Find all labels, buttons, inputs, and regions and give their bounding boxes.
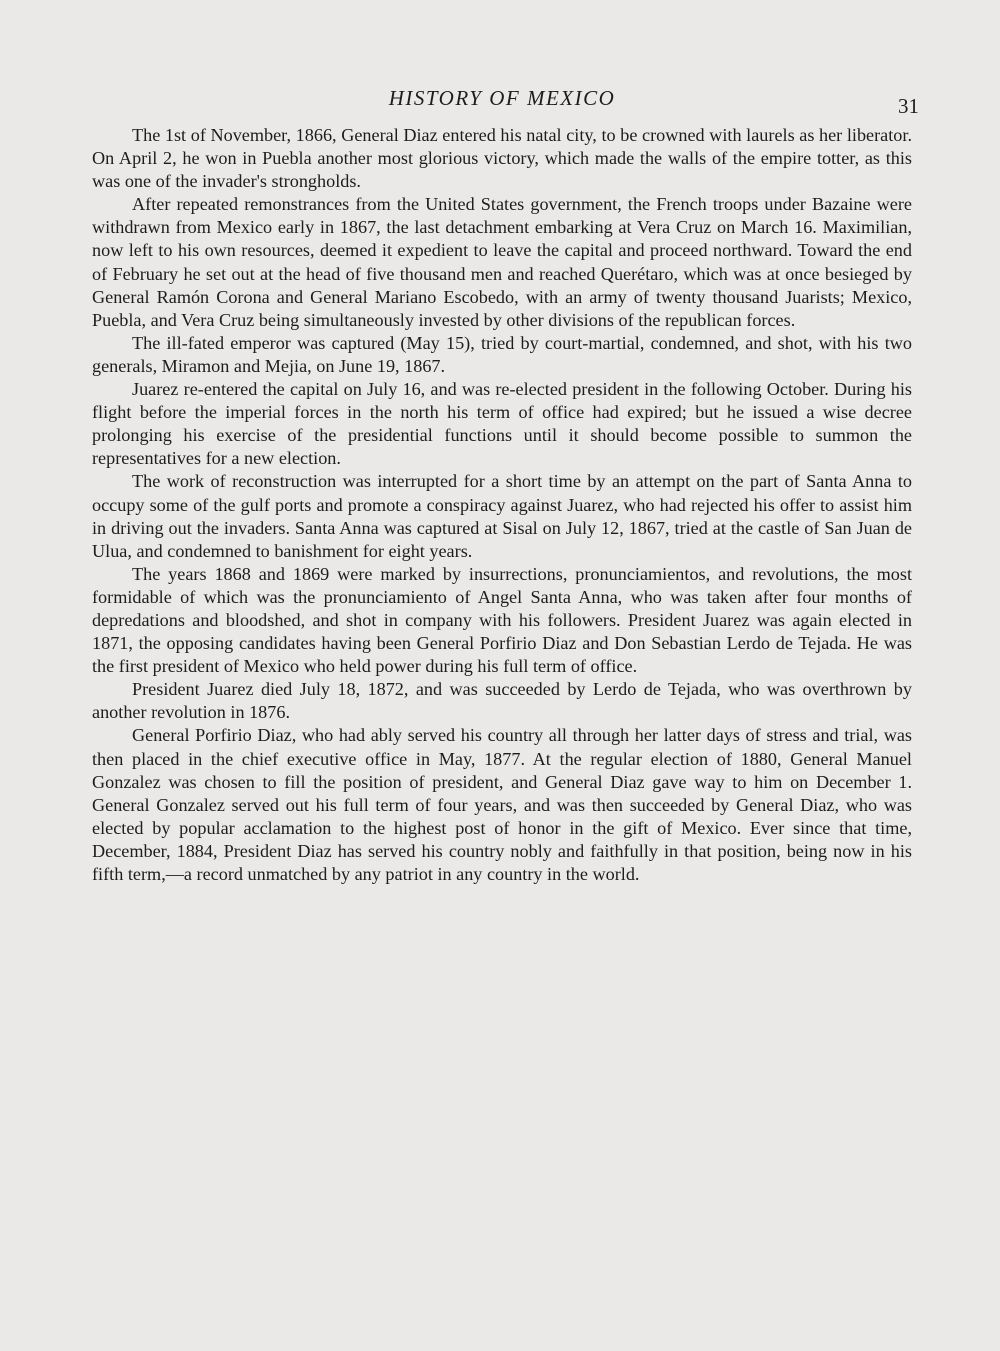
paragraph: Juarez re-entered the capital on July 16, and was re-elected president in the following October. During his flight before the imperial forces in the north his term of office had expired; but he issued a wise decree prolonging his exercise of the presidential functions until it should become possible to summon the representatives for a new election.: [92, 379, 912, 469]
paragraph: The years 1868 and 1869 were marked by insurrections, pronunciamientos, and revolutions, the most formidable of which was the pronunciamiento of Angel Santa Anna, who was taken after four months of depredations and bloodshed, and shot in company with his followers. President Juarez was again elected in 1871, the opposing candidates having been General Porfirio Diaz and Don Sebastian Lerdo de Tejada. He was the first president of Mexico who held power during his full term of office.: [92, 563, 912, 677]
paragraph: The work of reconstruction was interrupted for a short time by an attempt on the part of Santa Anna to occupy some of the gulf ports and promote a conspiracy against Juarez, who had rejected his offer to assist him in driving out the invaders. Santa Anna was captured at Sisal on July 12, 1867, tried at the castle of San Juan de Ulua, and condemned to banishment for eight years.: [92, 471, 912, 561]
paragraph: General Porfirio Diaz, who had ably served his country all through her latter days of stress and trial, was then placed in the chief executive office in May, 1877. At the regular election of 1880, General Manuel Gonzalez was chosen to fill the position of president, and General Diaz gave way to him on December 1. General Gonzalez served out his full term of four years, and was then succeeded by General Diaz, who was elected by popular acclamation to the highest post of honor in the gift of Mexico. Ever since that time, December, 1884, President Diaz has served his country nobly and faithfully in that position, being now in his fifth term,—a record unmatched by any patriot in any country in the world.: [92, 725, 912, 884]
body-text: [92, 124, 912, 886]
paragraph: President Juarez died July 18, 1872, and was succeeded by Lerdo de Tejada, who was overthrown by another revolution in 1876.: [92, 679, 912, 723]
paragraph: The 1st of November, 1866, General Diaz entered his natal city, to be crowned with laurels as her liberator. On April 2, he won in Puebla another most glorious victory, which made the walls of the empire totter, as this was one of the invader's strongholds.: [92, 125, 912, 192]
paragraph: The ill-fated emperor was captured (May 15), tried by court-martial, condemned, and shot, with his two generals, Miramon and Mejia, on June 19, 1867.: [92, 332, 912, 376]
paragraph: After repeated remonstrances from the United States government, the French troops under Bazaine were withdrawn from Mexico early in 1867, the last detachment embarking at Vera Cruz on March 16. Maximilian, now left to his own resources, deemed it expedient to leave the capital and proceed northward. Toward the end of February he set out at the head of five thousand men and reached Querétaro, which was at once besieged by General Ramón Corona and General Mariano Escobedo, with an army of twenty thousand Juarists; Mexico, Puebla, and Vera Cruz being simultaneously invested by other divisions of the republican forces.: [92, 194, 912, 330]
page-number: 31: [898, 94, 919, 118]
running-title: HISTORY OF MEXICO: [388, 86, 616, 110]
